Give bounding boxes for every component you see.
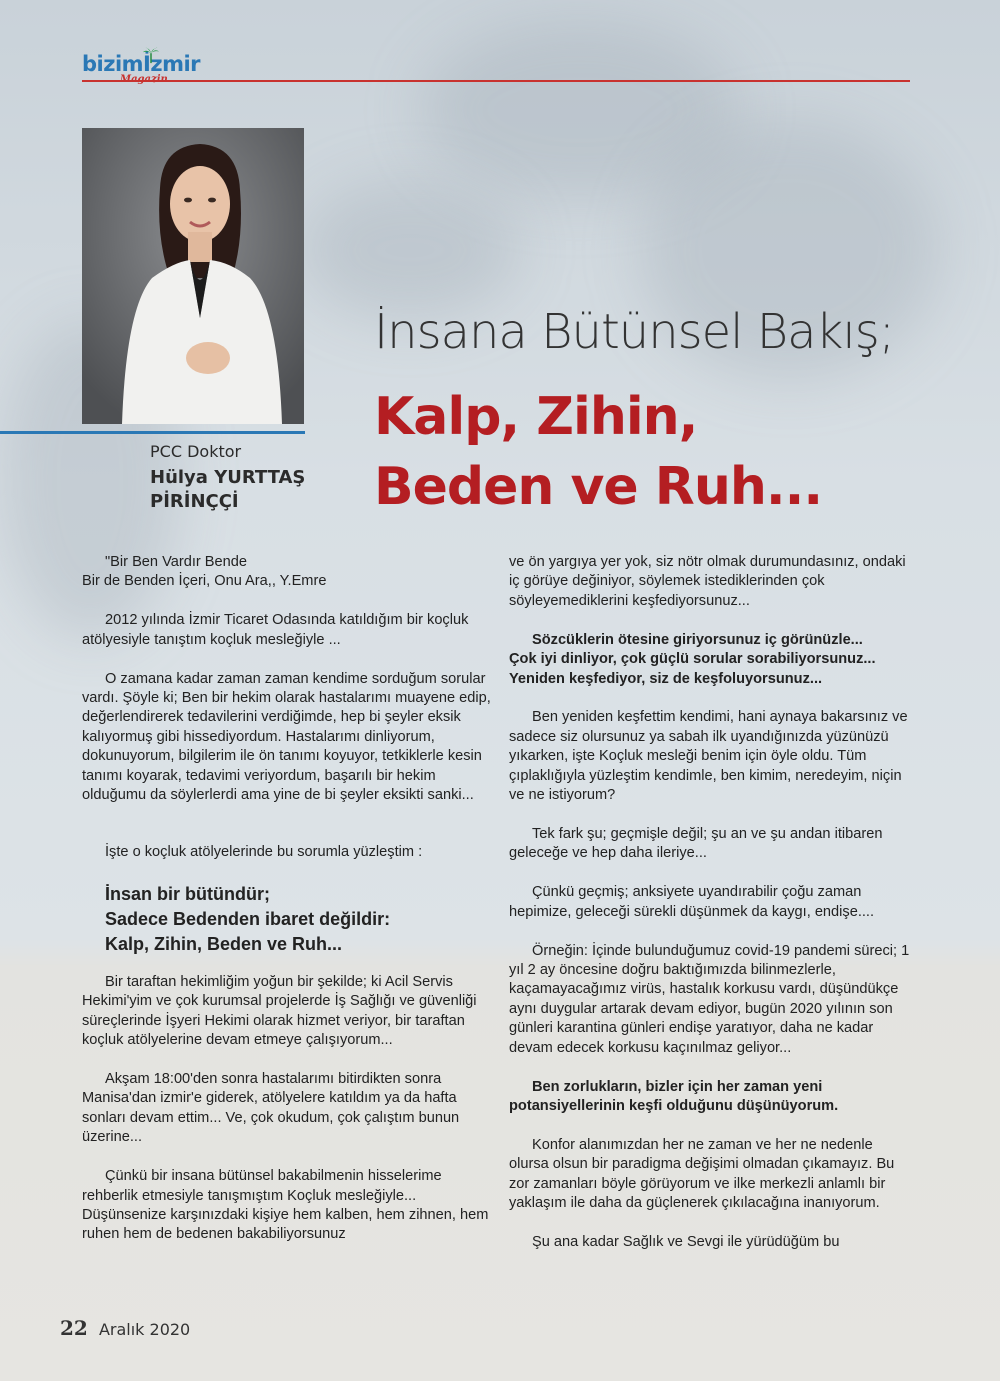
body-paragraph: Ben yeniden keşfettim kendimi, hani aynaya bakarsınız ve sadece siz olursunuz ya sabah ilk uyandığınızda yüzünüzü yıkarken, işte Koçluk mesleği benim için öyle oldu. Tüm çıplaklığıyla yüzleştim kendimle, ben kimim, neredeyim, niçin ve ne istiyorum?: [509, 709, 908, 804]
body-paragraph: İşte o koçluk atölyelerinde bu sorumla yüzleştim :: [105, 843, 423, 860]
article-title-line1: İnsana Bütünsel Bakış;: [374, 304, 894, 360]
page-number: 22: [60, 1316, 88, 1340]
body-paragraph: Örneğin: İçinde bulunduğumuz covid-19 pandemi süreci; 1 yıl 2 ay öncesine doğru baktığımızda bilinmezlerle, kaçamayacağımız virüs, hastalık korkusu vardı, düşündükçe aynı duygular artarak devam ediyor, bugün 2020 yılının son günleri karantina günleri endişe yaratıyor, daha ne kadar devam edecek korkusu kaçınılmaz geliyor...: [509, 942, 910, 1056]
left-column: [82, 553, 492, 1264]
body-paragraph: Akşam 18:00'den sonra hastalarımı bitirdikten sonra Manisa'dan izmir'e giderek, atölyelere katıldım ya da hafta sonları devam ettim... Ve, çok okudum, çok çalıştım bunun üzerine...: [82, 1071, 460, 1146]
right-column: [509, 553, 914, 1272]
header-divider: [82, 80, 910, 82]
body-paragraph: O zamana kadar zaman zaman kendime sorduğum sorular vardı. Şöyle ki; Ben bir hekim olarak hastalarımı muayene edip, değerlendirerek tedavilerini verdiğimde, hep bi şeyler eksik kalıyormuş gibi hissediyordum. Hastalarımı dinliyorum, dokunuyorum, bilgilerim ile ön tanımı koyuyor, tetkiklerle kesin tanımı koyarak, tedavimi veriyordum, başarılı bir hekim olduğumu da söylerlerdi ama yine de bi şeyler eksikti sanki...: [82, 670, 491, 804]
body-paragraph: Tek fark şu; geçmişle değil; şu an ve şu andan itibaren geleceğe ve hep daha ileriye...: [509, 825, 883, 862]
body-paragraph: "Bir Ben Vardır Bende Bir de Benden İçeri, Onu Ara,, Y.Emre: [82, 554, 327, 590]
issue-date: Aralık 2020: [98, 1320, 191, 1339]
magazine-logo: [82, 52, 222, 92]
photo-accent-line: [0, 431, 305, 434]
palm-tree-icon: [142, 46, 160, 64]
body-paragraph: Konfor alanımızdan her ne zaman ve her ne nedenle olursa olsun bir paradigma değişimi olmadan çıkamayız. Bu zor zamanları böyle görüyorum ve ilke merkezli anlamlı bir yaklaşım ile daha da güçlenerek çıkılacağına inanıyorum.: [509, 1136, 895, 1212]
section-heading: İnsan bir bütündür; Sadece Bedenden ibaret değildir: Kalp, Zihin, Beden ve Ruh...: [105, 883, 391, 954]
body-paragraph: Bir taraftan hekimliğim yoğun bir şekilde; ki Acil Servis Hekimi'yim ve çok kurumsal projelerde İş Sağlığı ve güvenliği süreçlerinde İşyeri Hekimi olarak hizmet veriyor, bir taraftan koçluk atölyelerine devam etmeye çalışıyorum...: [82, 973, 477, 1049]
article-title-line2: Kalp, Zihin, Beden ve Ruh...: [374, 387, 823, 517]
body-paragraph: ve ön yargıya yer yok, siz nötr olmak durumundasınız, ondaki iç görüye değiniyor, söylemek istediklerinden çok söyleyemediklerini keşfediyorsunuz...: [509, 554, 906, 609]
body-paragraph: Çünkü bir insana bütünsel bakabilmenin hisselerime rehberlik etmesiyle tanışmıştım Koçluk mesleğiyle... Düşünsenize karşınızdaki kişiye hem kalben, hem zihnen, hem ruhen hem de bedenen bakabiliyorsunuz: [82, 1168, 489, 1243]
spacer: [82, 825, 492, 843]
pull-quote: Sözcüklerin ötesine giriyorsunuz iç görünüzle... Çok iyi dinliyor, çok güçlü sorular sorabiliyorsunuz... Yeniden keşfediyor, siz de keşfoluyorsunuz...: [509, 631, 876, 687]
author-name: Hülya YURTTAŞ PİRİNÇÇİ: [150, 467, 306, 512]
background-shadow: [300, 180, 520, 320]
body-paragraph: Şu ana kadar Sağlık ve Sevgi ile yürüdüğüm bu: [532, 1233, 840, 1250]
author-role: PCC Doktor: [150, 442, 242, 461]
portrait-illustration: [82, 128, 304, 424]
bold-paragraph: Ben zorlukların, bizler için her zaman yeni potansiyellerinin keşfi olduğunu düşünüyorum.: [509, 1078, 839, 1114]
author-photo: [82, 128, 304, 424]
page-footer: [60, 1316, 190, 1340]
body-paragraph: Çünkü geçmiş; anksiyete uyandırabilir çoğu zaman hepimize, geleceği sürekli düşünmek da kaygı, endişe....: [509, 884, 875, 920]
body-paragraph: 2012 yılında İzmir Ticaret Odasında katıldığım bir koçluk atölyesiyle tanıştım koçluk mesleğiyle ...: [82, 612, 469, 648]
logo-text: bizimİzmir: [82, 52, 201, 76]
